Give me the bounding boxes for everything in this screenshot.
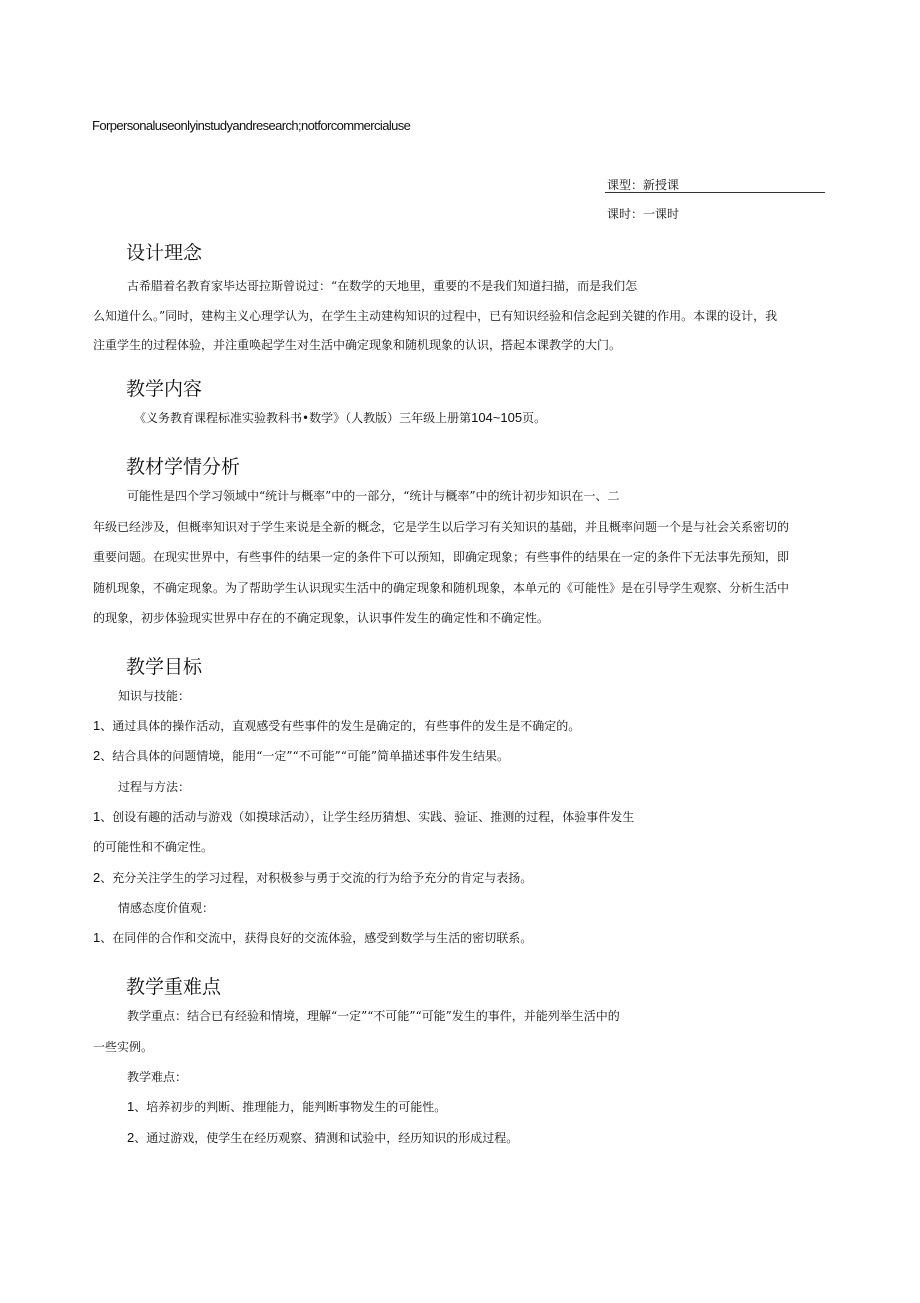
process-item-1	[93, 809, 634, 825]
section-title-analysis: 教材学情分析	[126, 456, 241, 478]
content-line	[134, 410, 546, 426]
usage-notice: Forpersonaluseonlyinstudyandresearch;notforcommercialuse	[92, 118, 411, 133]
difficulty-item-1-text: 、培养初步的判断、推理能力，能判断事物发生的可能性。	[134, 1100, 447, 1114]
knowledge-item-1-text: 、通过具体的操作活动，直观感受有些事件的发生是确定的，有些事件的发生是不确定的。	[100, 719, 581, 733]
knowledge-item-1	[93, 718, 580, 734]
design-line-2: 么知道什么。”同时，建构主义心理学认为，在学生主动建构知识的过程中，已有知识经验和信念起到关键的作用。本课的设计，我	[93, 309, 778, 323]
focus-line-1: 教学重点：结合已有经验和情境，理解“一定”“不可能”“可能”发生的事件，并能列举生活中的	[127, 1009, 620, 1023]
analysis-line-4: 随机现象，不确定现象。为了帮助学生认识现实生活中的确定现象和随机现象，本单元的《可能性》是在引导学生观察、分析生活中	[93, 581, 790, 595]
process-label: 过程与方法：	[118, 780, 191, 794]
process-item-1-cont: 的可能性和不确定性。	[93, 840, 214, 854]
lesson-type-underline	[605, 191, 825, 193]
process-item-1-num: 1	[93, 809, 101, 824]
knowledge-item-2-text: 、结合具体的问题情境，能用“一定”“不可能”“可能”简单描述事件发生结果。	[100, 749, 510, 763]
section-title-design: 设计理念	[126, 242, 203, 264]
process-item-1-text: 、创设有趣的活动与游戏（如摸球活动），让学生经历猜想、实践、验证、推测的过程，体验事件发生	[100, 810, 635, 824]
design-line-1: 古希腊着名教育家毕达哥拉斯曾说过：“在数学的天地里，重要的不是我们知道扫描，而是我们怎	[127, 279, 638, 293]
section-title-keypoints: 教学重难点	[126, 976, 222, 998]
process-item-2-text: 、充分关注学生的学习过程，对积极参与勇于交流的行为给予充分的肯定与表扬。	[100, 871, 533, 885]
analysis-line-1: 可能性是四个学习领域中“统计与概率”中的一部分，“统计与概率”中的统计初步知识在一、二	[127, 489, 620, 503]
design-line-3: 注重学生的过程体验，并注重唤起学生对生活中确定现象和随机现象的认识，搭起本课教学的大门。	[93, 338, 622, 352]
section-title-content: 教学内容	[126, 378, 203, 400]
emotion-label: 情感态度价值观：	[118, 901, 215, 915]
emotion-item-1	[93, 930, 532, 946]
lesson-hours: 课时：一课时	[607, 207, 680, 221]
process-item-2-num: 2	[93, 870, 101, 885]
difficulty-item-2-num: 2	[127, 1130, 135, 1145]
emotion-item-1-text: 、在同伴的合作和交流中，获得良好的交流体验，感受到数学与生活的密切联系。	[100, 931, 533, 945]
content-line-prefix: 《义务教育课程标准实验教科书•数学》（人教版）三年级上册第	[134, 411, 472, 425]
emotion-item-1-num: 1	[93, 930, 101, 945]
difficulty-item-1-num: 1	[127, 1099, 135, 1114]
knowledge-item-1-num: 1	[93, 718, 101, 733]
difficulty-label: 教学难点：	[127, 1070, 188, 1084]
lesson-type: 课型：新授课	[607, 178, 680, 192]
difficulty-item-2-text: 、通过游戏，使学生在经历观察、猜测和试验中，经历知识的形成过程。	[134, 1131, 519, 1145]
content-pages: 104~105	[471, 410, 523, 425]
knowledge-item-2-num: 2	[93, 748, 101, 763]
analysis-line-2: 年级已经涉及，但概率知识对于学生来说是全新的概念，它是学生以后学习有关知识的基础，并且概率问题一个是与社会关系密切的	[93, 520, 790, 534]
difficulty-item-2	[127, 1130, 518, 1146]
focus-line-2: 一些实例。	[93, 1040, 154, 1054]
content-line-suffix: 页。	[522, 411, 547, 425]
analysis-line-3: 重要问题。在现实世界中，有些事件的结果一定的条件下可以预知，即确定现象；有些事件的结果在一定的条件下无法事先预知，即	[93, 550, 790, 564]
knowledge-item-2	[93, 748, 509, 764]
section-title-goals: 教学目标	[126, 656, 203, 678]
difficulty-item-1	[127, 1099, 446, 1115]
knowledge-label: 知识与技能：	[118, 689, 191, 703]
analysis-line-5: 的现象，初步体验现实世界中存在的不确定现象，认识事件发生的确定性和不确定性。	[93, 611, 550, 625]
process-item-2	[93, 870, 532, 886]
